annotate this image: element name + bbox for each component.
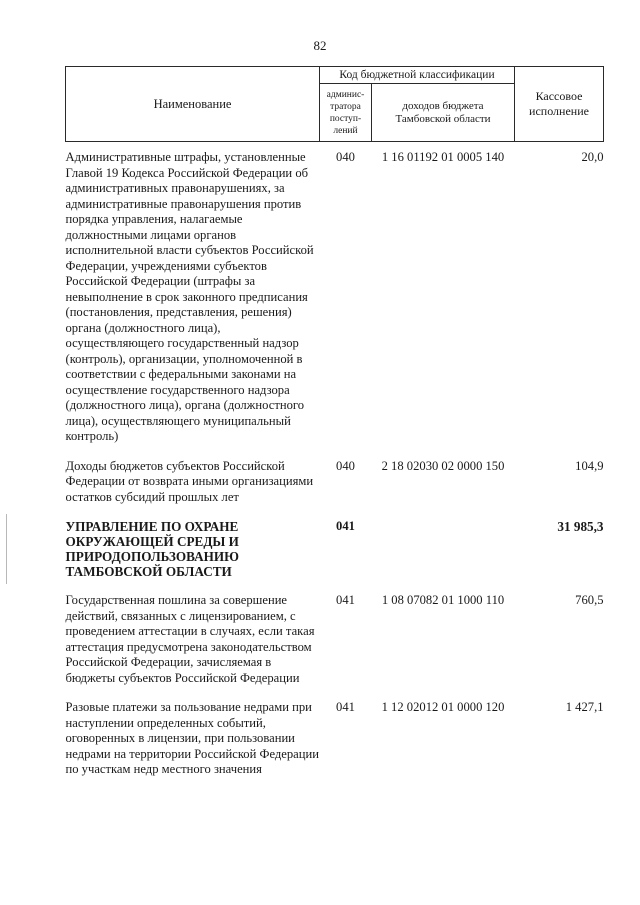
header-admin-line: поступ- bbox=[329, 113, 362, 124]
row-income-code: 1 16 01192 01 0005 140 bbox=[381, 150, 505, 164]
scan-margin-mark bbox=[6, 514, 7, 584]
table-row-section bbox=[66, 511, 604, 585]
row-income-code: 1 12 02012 01 0000 120 bbox=[381, 700, 505, 714]
row-execution: 1 427,1 bbox=[565, 700, 604, 714]
header-admin bbox=[320, 84, 372, 142]
row-name: Административные штрафы, установленные Главой 19 Кодекса Российской Федерации об административных правонарушениях, за административные правонарушения против порядка управления, налагаемые должностными лицами органов исполнительной власти субъектов Российской Федерации, учреждениями субъектов Российской Федерации (штрафы за невыполнение в срок законного предписания (постановления, представления, решения) органа (должностного лица), осуществляющего государственный надзор (контроль), организации, уполномоченной в соответствии с федеральными законами на осуществление государственного надзора (должностного лица), органа (должностного лица), осуществляющего муниципальный контроль) bbox=[65, 150, 314, 443]
header-execution bbox=[515, 67, 604, 142]
row-name: Доходы бюджетов субъектов Российской Федерации от возврата иными организациями остатков субсидий прошлых лет bbox=[65, 458, 314, 504]
header-name: Наименование bbox=[66, 67, 320, 142]
row-admin-code: 041 bbox=[336, 593, 355, 607]
table-header bbox=[66, 67, 604, 142]
header-admin-line: тратора bbox=[330, 101, 361, 112]
header-execution-line: исполнение bbox=[529, 104, 589, 118]
table-row bbox=[66, 142, 604, 451]
header-admin-line: лений bbox=[333, 125, 358, 136]
header-income bbox=[372, 84, 515, 142]
row-execution: 20,0 bbox=[581, 150, 604, 164]
row-name: Государственная пошлина за совершение действий, связанных с лицензированием, с проведением аттестации в случаях, если такая аттестация предусмотрена законодательством Российской Федерации, зачисляемая в бюджеты субъектов Российской Федерации bbox=[65, 593, 315, 685]
row-name: Разовые платежи за пользование недрами при наступлении определенных событий, оговоренных в лицензии, при пользовании недрами на территории Российской Федерации по участкам недр местного значения bbox=[65, 700, 319, 776]
budget-table bbox=[65, 66, 604, 784]
header-code-group: Код бюджетной классификации bbox=[320, 67, 515, 84]
header-execution-line: Кассовое bbox=[535, 89, 583, 103]
row-income-code: 2 18 02030 02 0000 150 bbox=[381, 458, 505, 473]
row-execution: 760,5 bbox=[575, 593, 604, 607]
row-income-code bbox=[372, 511, 515, 585]
section-title: УПРАВЛЕНИЕ ПО ОХРАНЕ ОКРУЖАЮЩЕЙ СРЕДЫ И ПРИРОДОПОЛЬЗОВАНИЮ ТАМБОВСКОЙ ОБЛАСТИ bbox=[65, 519, 239, 579]
row-execution: 104,9 bbox=[575, 458, 604, 473]
page-number: 82 bbox=[313, 38, 327, 53]
table-row bbox=[66, 585, 604, 692]
header-admin-line: админис- bbox=[326, 89, 365, 100]
table-row bbox=[66, 692, 604, 784]
row-admin-code: 041 bbox=[336, 700, 355, 714]
row-admin-code: 040 bbox=[336, 150, 355, 164]
header-income-line: доходов бюджета bbox=[402, 99, 484, 112]
row-income-code: 1 08 07082 01 1000 110 bbox=[381, 593, 505, 607]
table-body bbox=[66, 142, 604, 784]
table-row bbox=[66, 451, 604, 512]
header-income-line: Тамбовской области bbox=[395, 112, 491, 125]
section-total: 31 985,3 bbox=[557, 519, 604, 534]
row-admin-code: 040 bbox=[336, 458, 355, 473]
row-admin-code: 041 bbox=[336, 519, 355, 533]
